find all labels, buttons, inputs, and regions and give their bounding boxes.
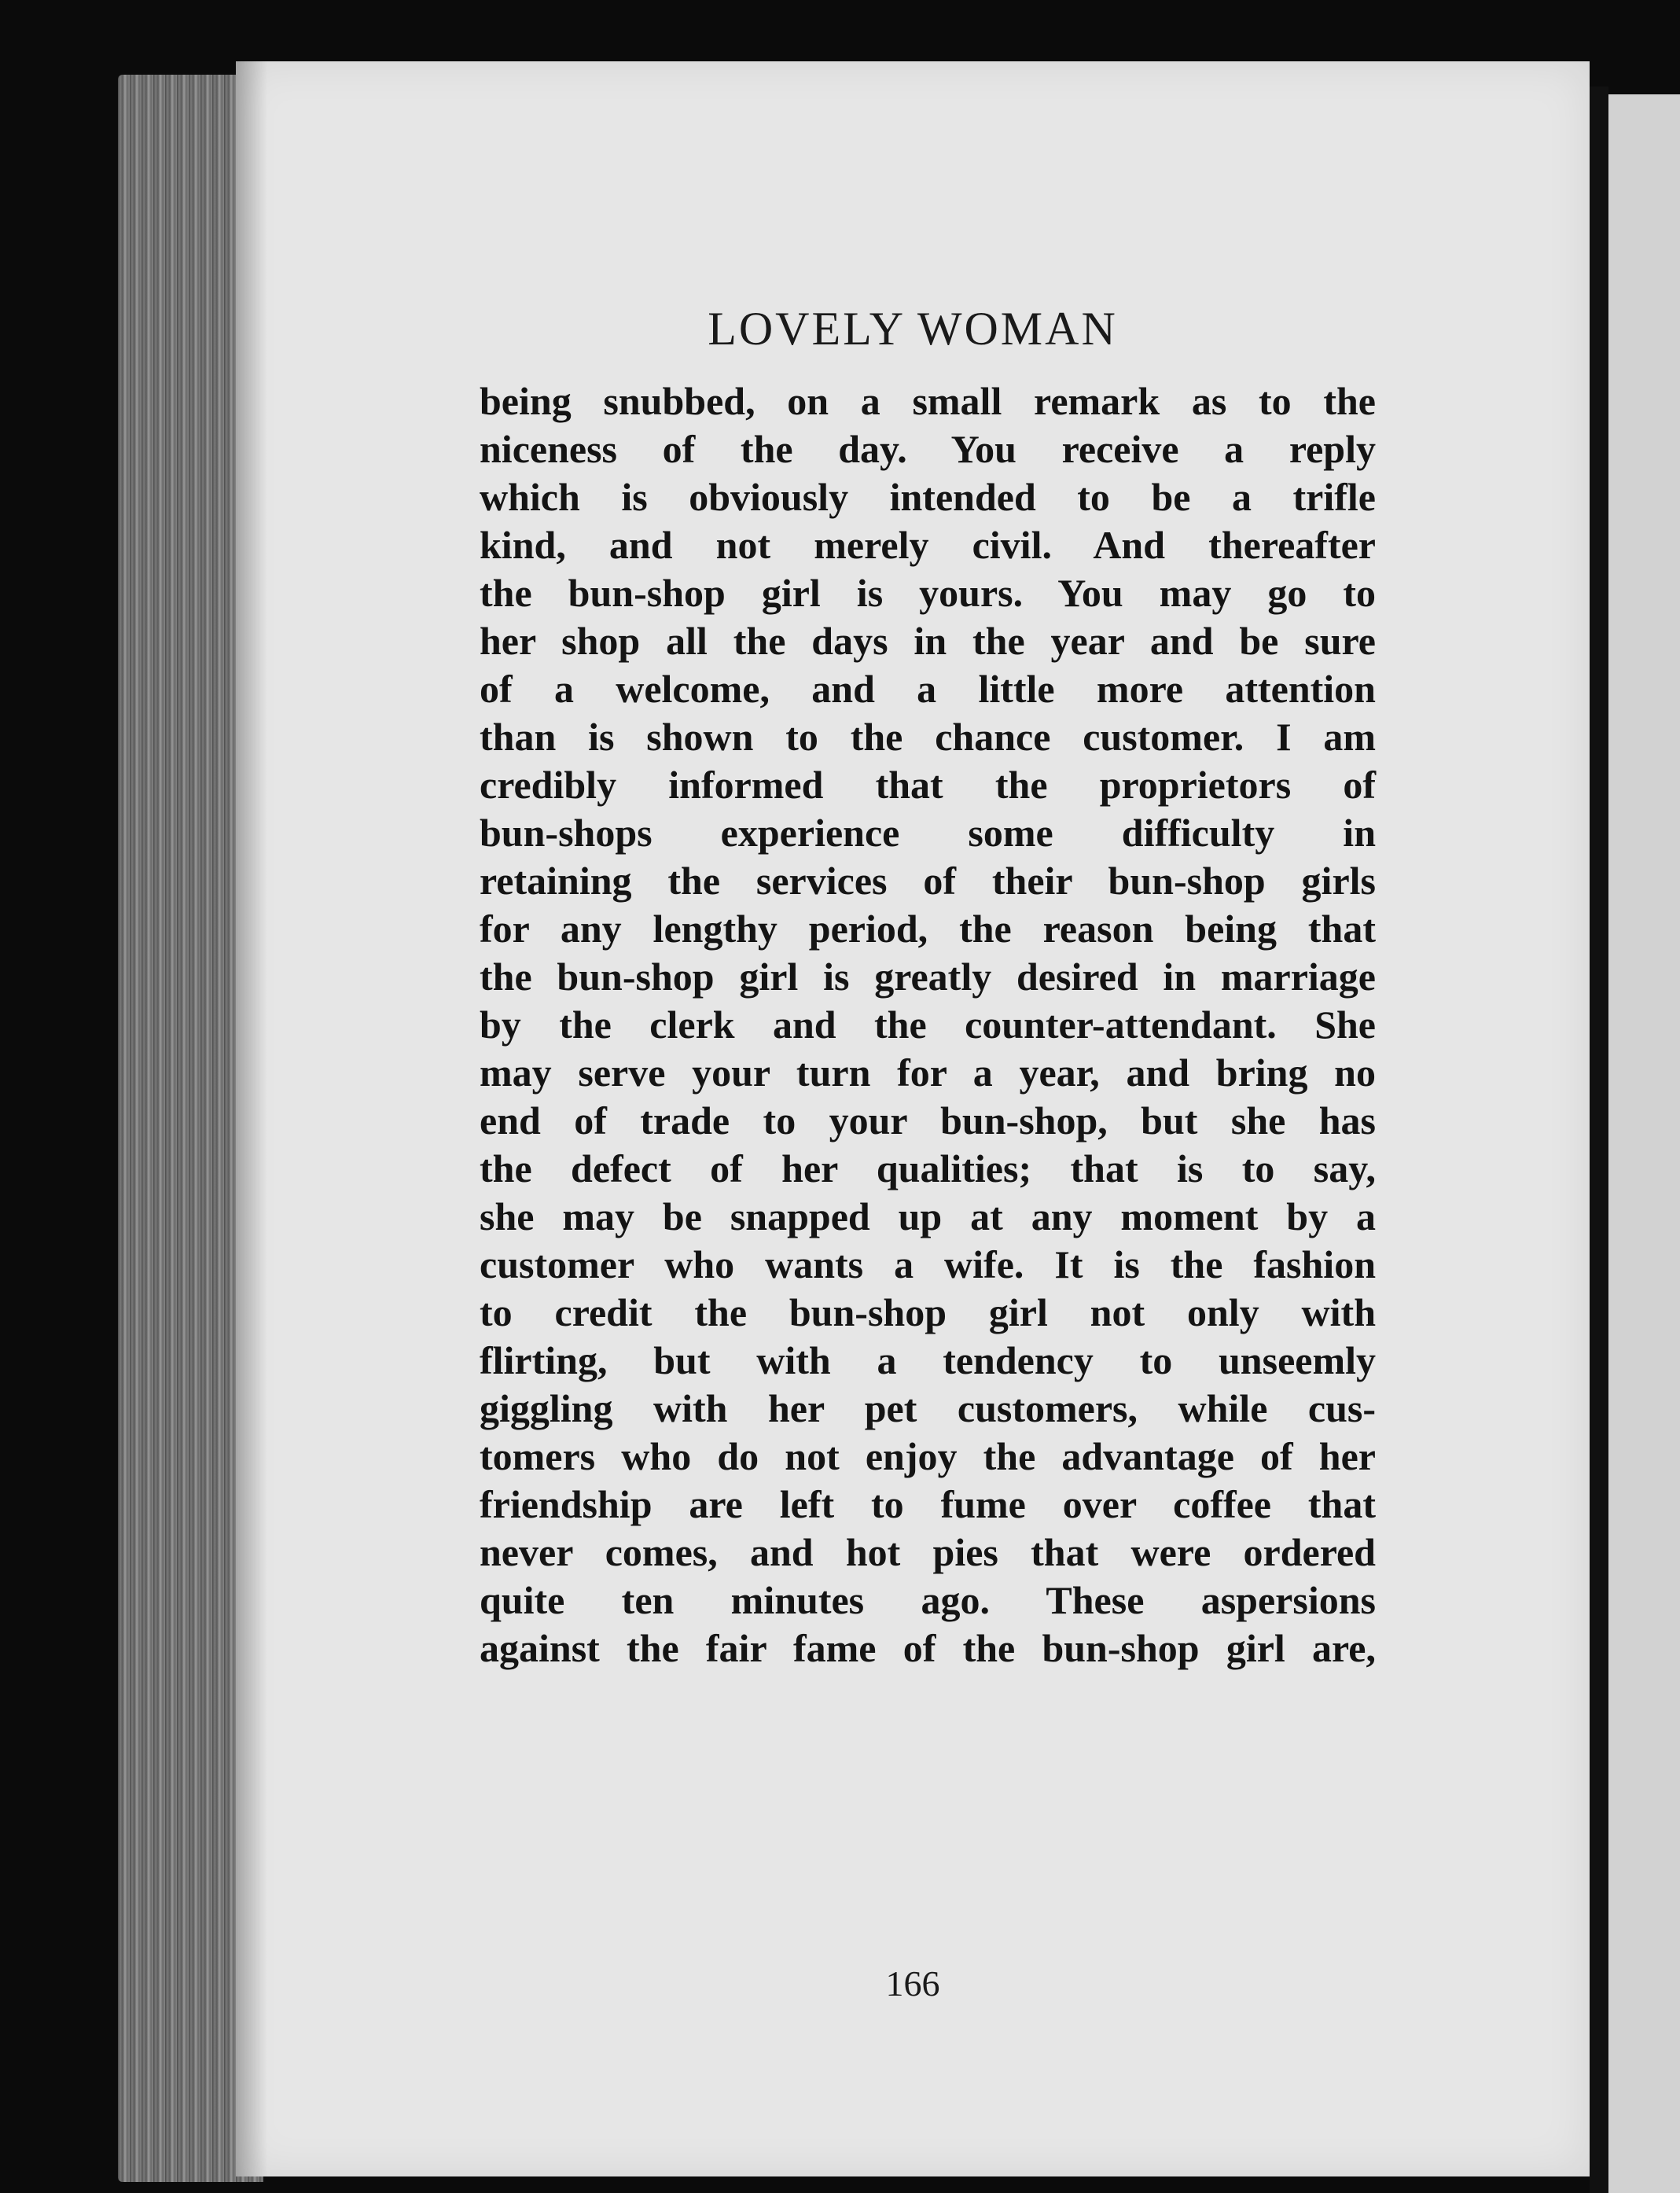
- text-line: the bun-shop girl is yours. You may go to: [480, 571, 1376, 615]
- gutter-shadow: [236, 61, 267, 2176]
- text-line: credibly informed that the proprietors of: [480, 763, 1376, 807]
- text-line: may serve your turn for a year, and bring no: [480, 1051, 1376, 1095]
- text-line: being snubbed, on a small remark as to the: [480, 379, 1376, 423]
- text-line: the bun-shop girl is greatly desired in marriage: [480, 955, 1376, 999]
- text-line: never comes, and hot pies that were ordered: [480, 1530, 1376, 1574]
- text-line: quite ten minutes ago. These aspersions: [480, 1578, 1376, 1622]
- text-line: friendship are left to fume over coffee that: [480, 1482, 1376, 1526]
- text-line: customer who wants a wife. It is the fashion: [480, 1242, 1376, 1286]
- right-spine-strip: [1590, 86, 1608, 2193]
- text-line: which is obviously intended to be a trifle: [480, 475, 1376, 519]
- text-line: niceness of the day. You receive a reply: [480, 427, 1376, 471]
- text-line: the defect of her qualities; that is to say,: [480, 1146, 1376, 1190]
- text-line: giggling with her pet customers, while cus-: [480, 1386, 1376, 1430]
- text-line: against the fair fame of the bun-shop girl are,: [480, 1626, 1376, 1670]
- text-line: than is shown to the chance customer. I am: [480, 715, 1376, 759]
- text-line: end of trade to your bun-shop, but she has: [480, 1098, 1376, 1142]
- text-line: for any lengthy period, the reason being that: [480, 907, 1376, 951]
- text-line: kind, and not merely civil. And thereafter: [480, 523, 1376, 567]
- body-text: [480, 377, 1376, 1672]
- text-line: bun-shops experience some difficulty in: [480, 811, 1376, 855]
- facing-page-edge: [1608, 94, 1680, 2193]
- text-line: flirting, but with a tendency to unseemly: [480, 1338, 1376, 1382]
- text-line: retaining the services of their bun-shop girls: [480, 859, 1376, 903]
- text-line: to credit the bun-shop girl not only with: [480, 1290, 1376, 1334]
- text-line: tomers who do not enjoy the advantage of her: [480, 1434, 1376, 1478]
- text-line: she may be snapped up at any moment by a: [480, 1194, 1376, 1238]
- page-number: 166: [885, 1963, 940, 2004]
- text-line: by the clerk and the counter-attendant. She: [480, 1003, 1376, 1047]
- text-line: of a welcome, and a little more attention: [480, 667, 1376, 711]
- text-line: her shop all the days in the year and be sure: [480, 619, 1376, 663]
- running-head: LOVELY WOMAN: [708, 303, 1118, 355]
